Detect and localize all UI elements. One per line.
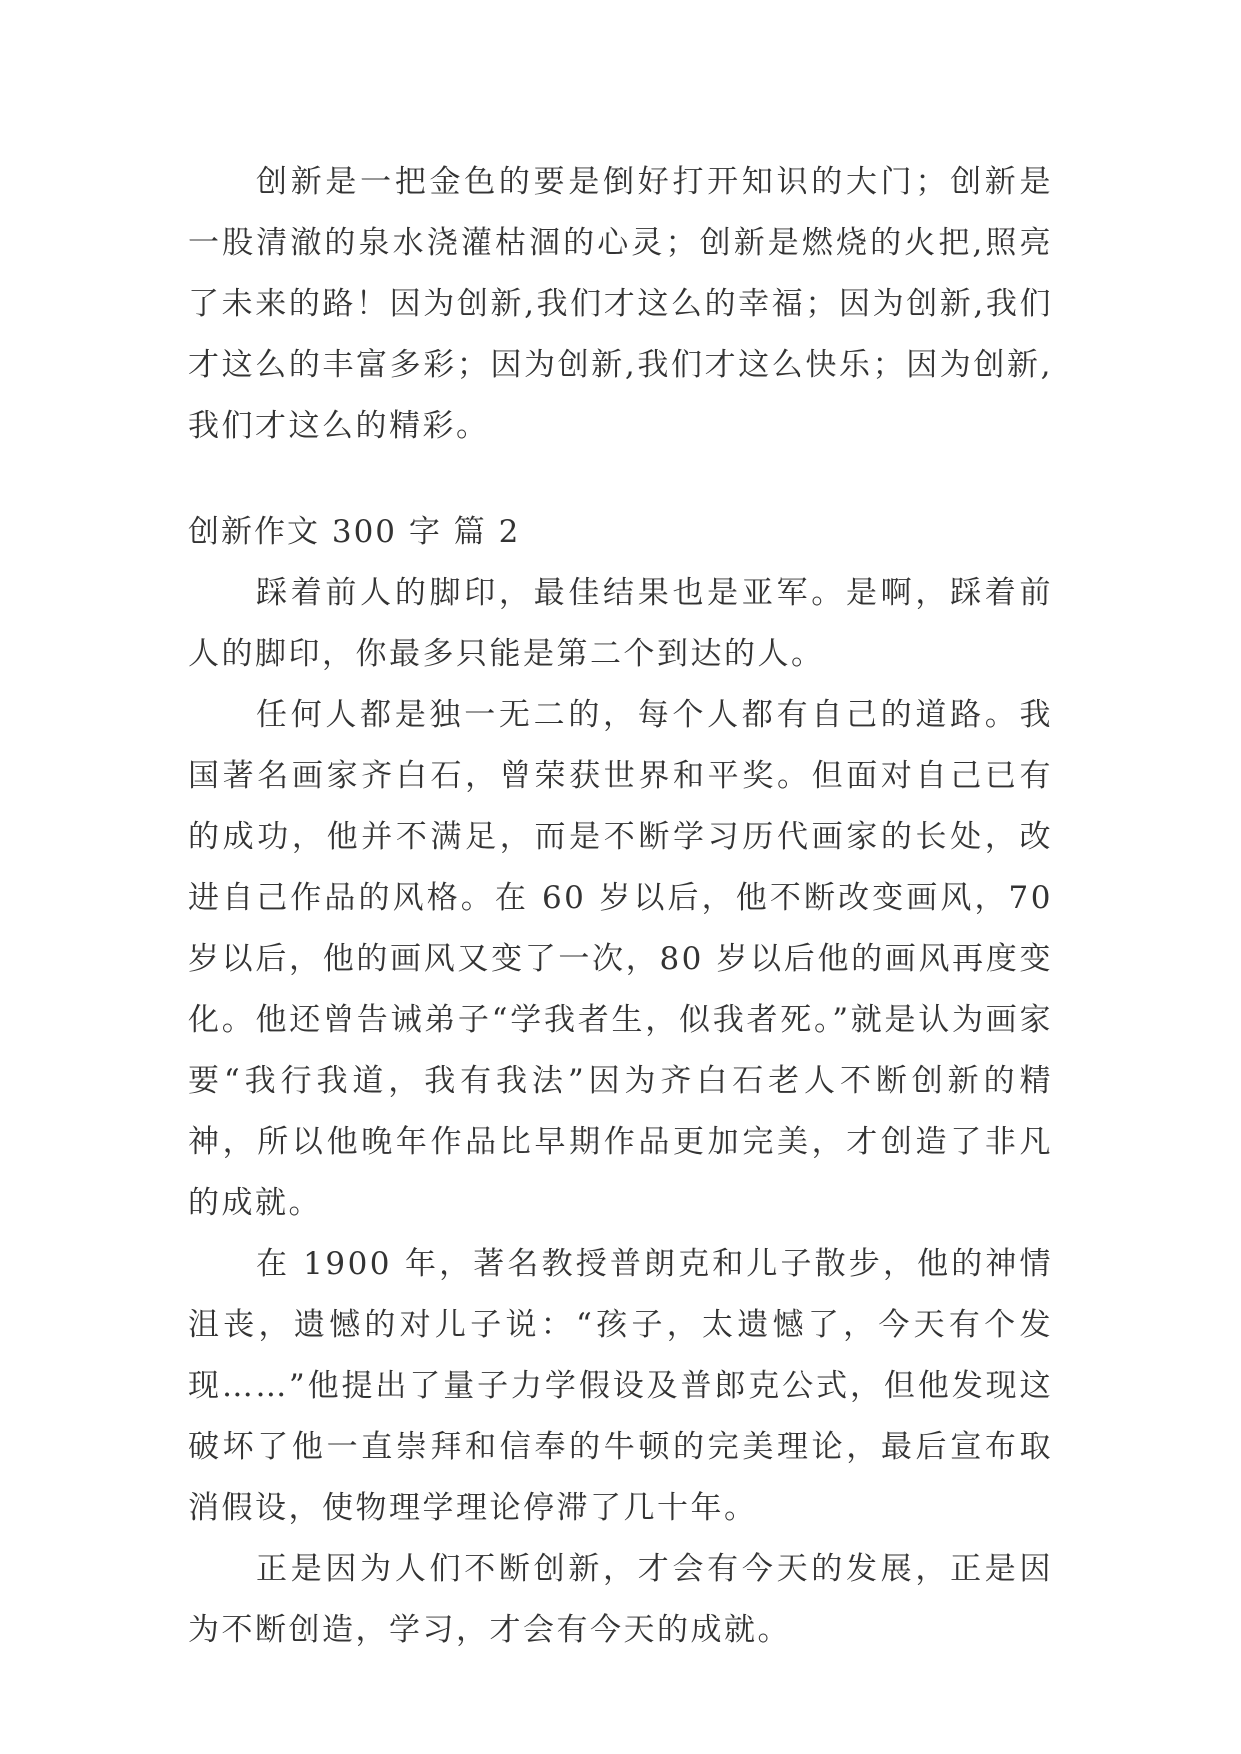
body-paragraph-4: 正是因为人们不断创新，才会有今天的发展，正是因为不断创造，学习，才会有今天的成就。 — [188, 1551, 1053, 1648]
body-paragraph-3: 在 1900 年，著名教授普朗克和儿子散步，他的神情沮丧，遗憾的对儿子说：“孩子，太遗憾了，今天有个发现……”他提出了量子力学假设及普郎克公式，但他发现这破坏了他一直崇拜和信奉的牛顿的完美理论，最后宣布取消假设，使物理学理论停滞了几十年。 — [188, 1246, 1053, 1526]
body-paragraph-2: 任何人都是独一无二的，每个人都有自己的道路。我国著名画家齐白石，曾荣获世界和平奖。但面对自己已有的成功，他并不满足，而是不断学习历代画家的长处，改进自己作品的风格。在 60 岁以后，他不断改变画风，70 岁以后，他的画风又变了一次，80 岁以后他的画风再度变化。他还曾告诫弟子“学我者生，似我者死。”就是认为画家要“我行我道，我有我法”因为齐白石老人不断创新的精神，所以他晚年作品比早期作品更加完美，才创造了非凡的成就。 — [188, 697, 1053, 1221]
section-heading: 创新作文 300 字 篇 2 — [188, 514, 521, 550]
document-body — [188, 152, 1053, 1661]
intro-paragraph: 创新是一把金色的要是倒好打开知识的大门；创新是一股清澈的泉水浇灌枯涸的心灵；创新是燃烧的火把,照亮了未来的路！因为创新,我们才这么的幸福；因为创新,我们才这么的丰富多彩；因为创新,我们才这么快乐；因为创新,我们才这么的精彩。 — [188, 164, 1053, 444]
body-paragraph-1: 踩着前人的脚印，最佳结果也是亚军。是啊，踩着前人的脚印，你最多只能是第二个到达的人。 — [188, 575, 1053, 672]
